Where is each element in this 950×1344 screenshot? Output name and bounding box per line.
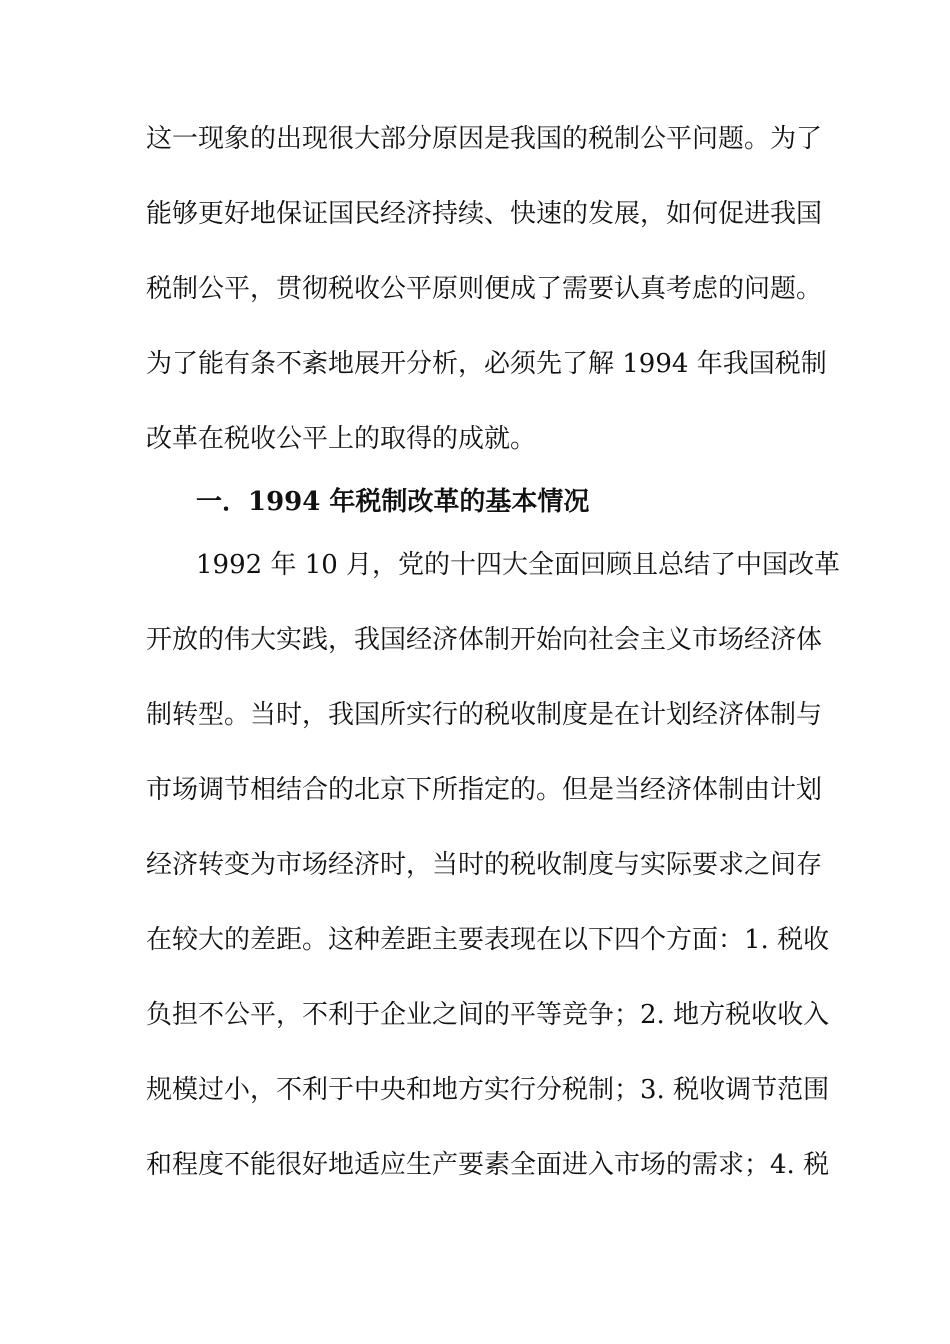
paragraph-2-line-7: 负担不公平，不利于企业之间的平等竞争；2. 地方税收收入 [146, 1000, 830, 1030]
paragraph-2-line-3: 制转型。当时，我国所实行的税收制度是在计划经济体制与 [146, 700, 823, 730]
paragraph-2-line-5: 经济转变为市场经济时，当时的税收制度与实际要求之间存 [146, 850, 823, 880]
paragraph-1-line-3: 税制公平，贯彻税收公平原则便成了需要认真考虑的问题。 [146, 274, 823, 304]
paragraph-2-line-6: 在较大的差距。这种差距主要表现在以下四个方面：1. 税收 [146, 925, 830, 955]
paragraph-2-line-8: 规模过小，不利于中央和地方实行分税制；3. 税收调节范围 [146, 1075, 830, 1105]
paragraph-2-line-1: 1992 年 10 月，党的十四大全面回顾且总结了中国改革 [196, 550, 841, 580]
paragraph-1-line-5: 改革在税收公平上的取得的成就。 [146, 424, 537, 454]
paragraph-1-line-1: 这一现象的出现很大部分原因是我国的税制公平问题。为了 [146, 124, 823, 154]
paragraph-1-line-2: 能够更好地保证国民经济持续、快速的发展，如何促进我国 [146, 199, 823, 229]
paragraph-2-line-4: 市场调节相结合的北京下所指定的。但是当经济体制由计划 [146, 775, 823, 805]
section-heading: 一．1994 年税制改革的基本情况 [196, 487, 590, 517]
paragraph-2-line-9: 和程度不能很好地适应生产要素全面进入市场的需求；4. 税 [146, 1150, 830, 1180]
paragraph-2-line-2: 开放的伟大实践，我国经济体制开始向社会主义市场经济体 [146, 625, 823, 655]
paragraph-1-line-4: 为了能有条不紊地展开分析，必须先了解 1994 年我国税制 [146, 349, 827, 379]
